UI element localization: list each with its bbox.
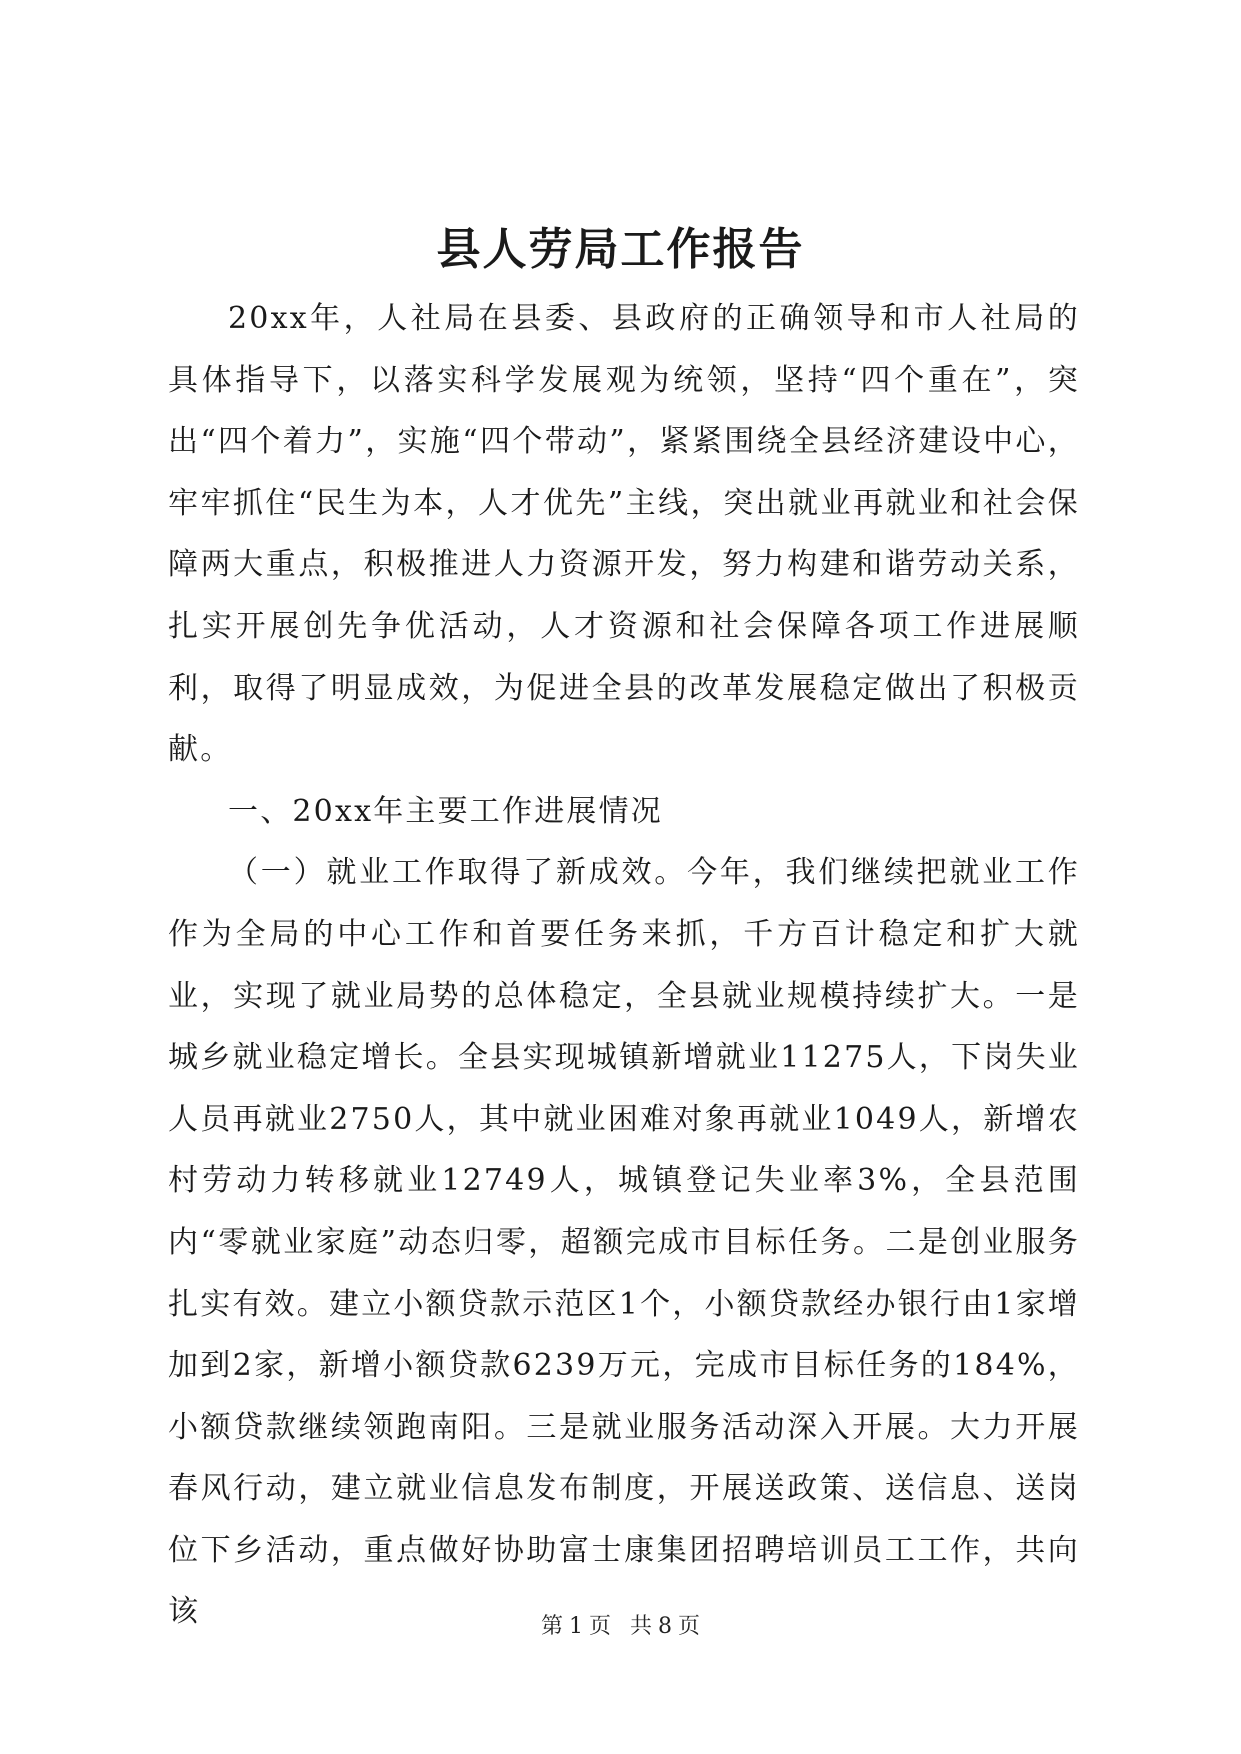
- page-number: 第 1 页: [540, 1614, 611, 1639]
- intro-paragraph: 20xx年，人社局在县委、县政府的正确领导和市人社局的具体指导下，以落实科学发展观为统领，坚持“四个重在”，突出“四个着力”，实施“四个带动”，紧紧围绕全县经济建设中心，牢牢抓住“民生为本，人才优先”主线，突出就业再就业和社会保障两大重点，积极推进人力资源开发，努力构建和谐劳动关系，扎实开展创先争优活动，人才资源和社会保障各项工作进展顺利，取得了明显成效，为促进全县的改革发展稳定做出了积极贡献。: [168, 301, 1080, 768]
- employment-paragraph: （一）就业工作取得了新成效。今年，我们继续把就业工作作为全局的中心工作和首要任务来抓，千方百计稳定和扩大就业，实现了就业局势的总体稳定，全县就业规模持续扩大。一是城乡就业稳定增长。全县实现城镇新增就业11275人，下岗失业人员再就业2750人，其中就业困难对象再就业1049人，新增农村劳动力转移就业12749人，城镇登记失业率3%，全县范围内“零就业家庭”动态归零，超额完成市目标任务。二是创业服务扎实有效。建立小额贷款示范区1个，小额贷款经办银行由1家增加到2家，新增小额贷款6239万元，完成市目标任务的184%，小额贷款继续领跑南阳。三是就业服务活动深入开展。大力开展春风行动，建立就业信息发布制度，开展送政策、送信息、送岗位下乡活动，重点做好协助富士康集团招聘培训员工工作，共向该: [168, 855, 1080, 1630]
- page-title: 县人劳局工作报告: [436, 224, 805, 275]
- document-body: [168, 288, 1080, 1643]
- section-heading: 一、20xx年主要工作进展情况: [228, 793, 664, 829]
- page-footer: [0, 1612, 1241, 1642]
- page-total: 共 8 页: [630, 1614, 701, 1639]
